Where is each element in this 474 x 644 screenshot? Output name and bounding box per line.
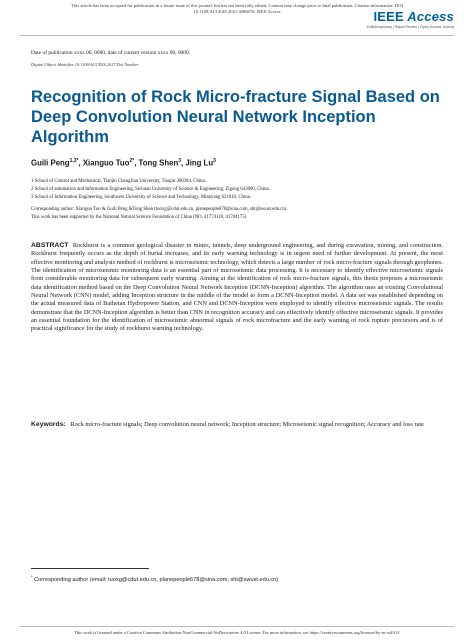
author-affiliation-mark: 3 <box>213 158 216 164</box>
logo-tagline: Multidisciplinary | Rapid Review | Open Access Journal <box>366 25 454 29</box>
abstract-text: Rockburst is a common geological disaster in mines, tunnels, deep underground engineering, and during excavation, mining, and construction. Rockburst frequently occurs as the depth of burial increases, and its early warning technology is in urgent need of further development. At present, the most effective monitoring and analysis method of rockburst is microseismic technology, which detects a large number of rock micro-fracture signals through geophones. The identification of microseismic monitoring data is an essential part of microseismic data processing. It is necessary to identify effective microseismic signals from considerable monitoring data for subsequent early warning. Aiming at the identification of rock micro-fracture signals, this thesis proposes a microseismic data identification method based on the Deep Convolution Neural Network Inception (DCNN-Inception) algorithm. The algorithm uses an existing Convolutional Neural Network (CNN) model, adding Inception structure in the middle of the model to form a DCNN-Inception model. A data set was established depending on the actual measured data of Baihetan Hydropower Station, and CNN and DCNN-Inception were employed to identify effective microseismic signals. The results demonstrate that the DCNN-Inception algorithm is better than CNN in recognition accuracy and can effectively identify effective microseismic signals. It provides an essential foundation for the identification of microseismic abnormal signals of rock microfracture and the early warning of rock rupture precursors and is of practical significance for the study of rockburst warning technology. <box>31 242 443 333</box>
corresponding-author: Corresponding author: Xianguo Tuo & Guili Peng &Tong Shen (tuoxg@cdut.edu.cn, planepeople678@sina.com, sht@swust.edu.cn). <box>31 207 288 212</box>
footnote <box>31 574 278 583</box>
funding-statement: This work has been supported by the National Natural Science Foundation of China (NO. 41774118, 41704175) <box>31 215 247 220</box>
author-affiliation-mark: 1,3* <box>69 158 79 164</box>
license-notice: This work is licensed under a Creative Commons Attribution-NonCommercial-NoDerivatives 4.0 License. For more information, see https://creativecommons.org/licenses/by-nc-nd/4.0/ <box>74 630 400 635</box>
acceptance-notice-line2: 10.1109/ACCESS.2021.3086676, IEEE Access <box>193 9 281 14</box>
keywords-label: Keywords: <box>31 421 66 428</box>
author-name: Tong Shen <box>138 158 179 168</box>
affiliation-item: 2 School of automation and Information Engineering, Sichuan University of Science & Engineering, Zigong 643000, China. <box>31 187 270 192</box>
publication-date: Date of publication xxxx 00, 0000, date of current version xxxx 00, 0000. <box>31 50 190 56</box>
affiliation-item: 3 School of Information Engineering, Southwest University of Science and Technology, Mianyang 621010, China. <box>31 195 252 200</box>
affiliations <box>31 178 451 202</box>
acceptance-notice-line1: This article has been accepted for publication in a future issue of this journal, but has not been fully edited. Content may change prior to final publication. Citation information: DOI <box>71 3 403 8</box>
author-affiliation-mark: 2* <box>129 158 135 164</box>
header-divider <box>20 35 454 36</box>
footnote-text: Corresponding author (email: tuoxg@cdut.edu.cn, planepeople678@sina.com, sht@swust.edu.cn) <box>34 576 279 583</box>
author-name: Xianguo Tuo <box>82 158 130 168</box>
affiliation-item: 1 School of Control and Mechanical, Tianjin ChengJian University, Tianjin 300384, China. <box>31 179 206 184</box>
author-list: Guili Peng$^{1,3*}$, Xianguo Tuo$^{2*}$, Tong Shen$^3$, Jing Lu$^3$ <box>31 158 216 168</box>
footnote-mark: * <box>31 574 33 579</box>
author-name: Jing Lu <box>185 158 214 168</box>
author-affiliation-mark: 3 <box>178 158 182 164</box>
doi-line: Digital Object Identifier 10.1109/ACCESS.2017.Doi Number <box>31 62 139 67</box>
ieee-access-logo-mark: IEEE Access <box>373 9 454 24</box>
ieee-access-logo <box>367 9 454 29</box>
correspondence-block <box>31 206 451 222</box>
footnote-divider <box>31 568 149 569</box>
abstract <box>31 242 443 334</box>
acceptance-notice <box>70 3 404 15</box>
paper-title: Recognition of Rock Micro-fracture Signal Based on Deep Convolution Neural Network Inception Algorithm <box>31 88 440 146</box>
keywords-text: Rock micro-fracture signals; Deep convolution neural network; Inception structure; Microseismic signal recognition; Accuracy and loss rate <box>70 421 424 428</box>
keywords <box>31 421 443 429</box>
abstract-label: ABSTRACT <box>31 242 69 249</box>
author-name: Guili Peng <box>31 158 70 168</box>
footer-divider <box>20 626 454 627</box>
